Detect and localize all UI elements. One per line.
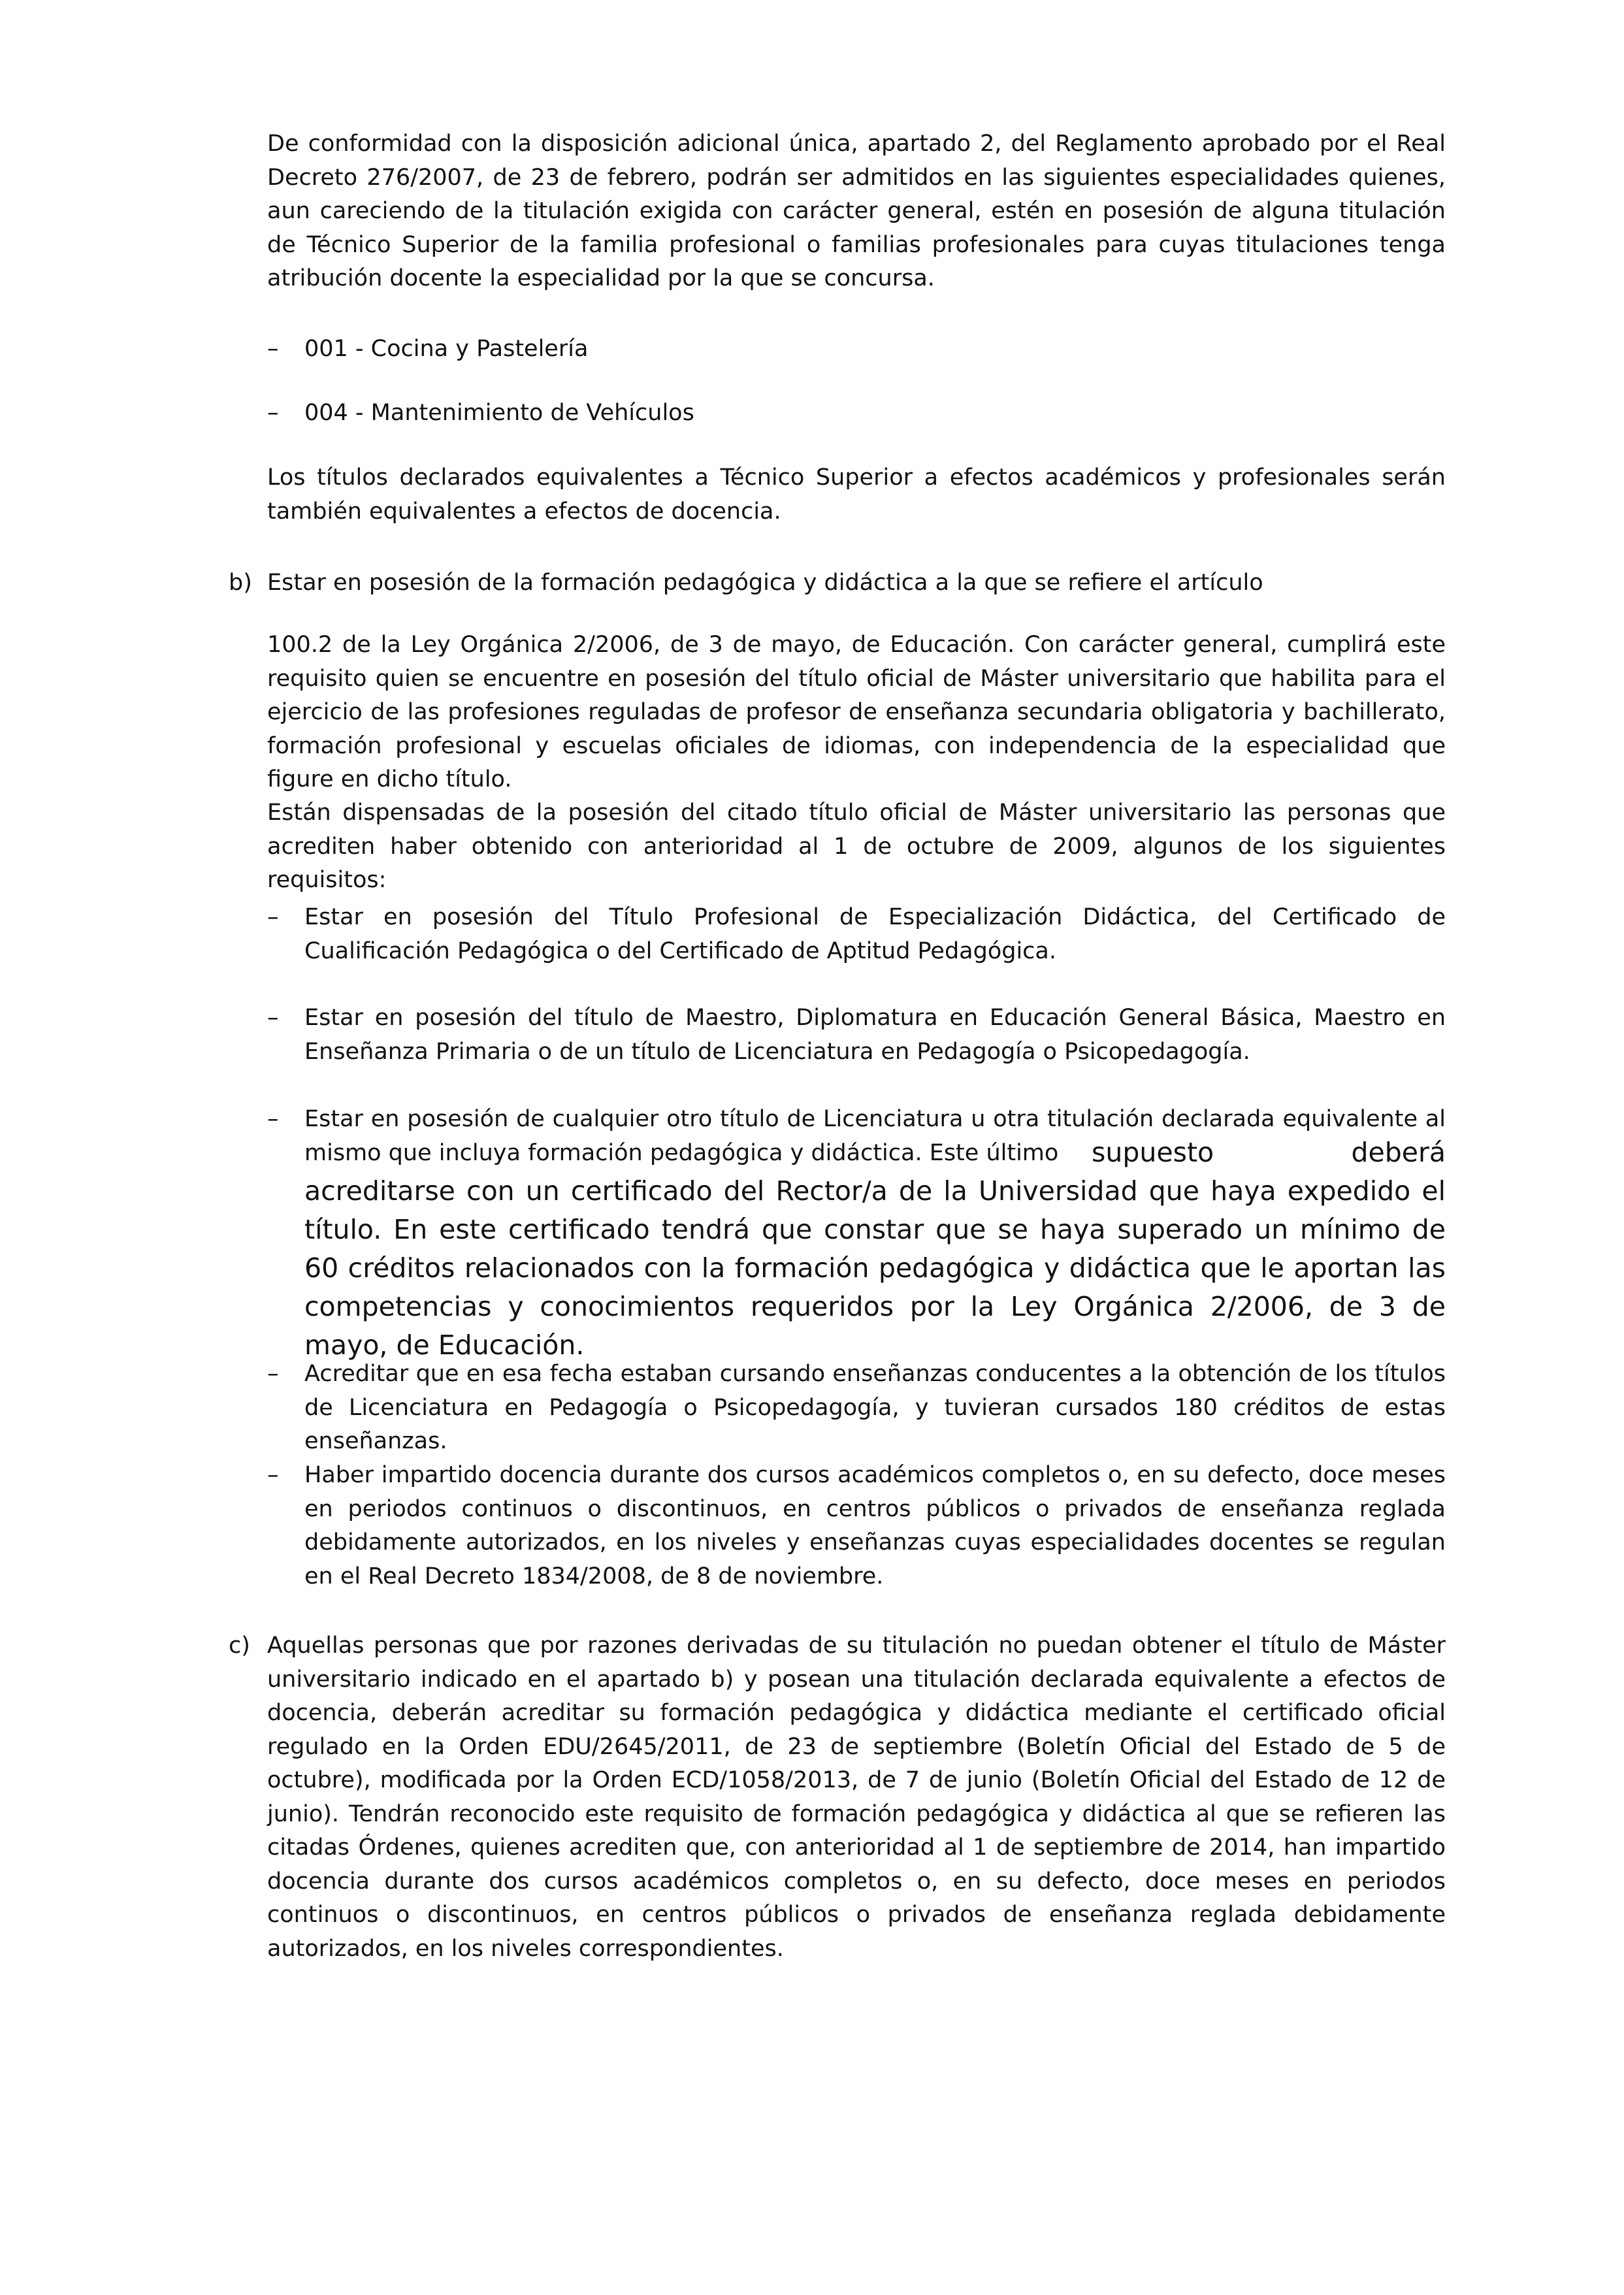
- requirement-item-2: Estar en posesión del título de Maestro, Diplomatura en Educación General Básica, Maestro en Enseñanza Primaria o de un título de Licenciatura en Pedagogía o Psicopedagogía.: [304, 1005, 1446, 1065]
- specialty-item-vehiculos: 004 - Mantenimiento de Vehículos: [304, 400, 694, 426]
- list-dash: –: [267, 1462, 279, 1488]
- list-dash: –: [267, 336, 279, 362]
- section-c-paragraph: Aquellas personas que por razones derivadas de su titulación no puedan obtener el título de Máster universitario indicado en el apartado b) y posean una titulación declarada equivalente a efectos de docencia, deberán acreditar su formación pedagógica y didáctica mediante el certificado oficial regulado en la Orden EDU/2645/2011, de 23 de septiembre (Boletín Oficial del Estado de 5 de octubre), modificada por la Orden ECD/1058/2013, de 7 de junio (Boletín Oficial del Estado de 12 de junio). Tendrán reconocido este requisito de formación pedagógica y didáctica al que se refieren las citadas Órdenes, quienes acrediten que, con anterioridad al 1 de septiembre de 2014, han impartido docencia durante dos cursos académicos completos o, en su defecto, doce meses en periodos continuos o discontinuos, en centros públicos o privados de enseñanza reglada debidamente autorizados, en los niveles correspondientes.: [267, 1633, 1446, 1962]
- requirement-item-4: Acreditar que en esa fecha estaban cursando enseñanzas conducentes a la obtención de los títulos de Licenciatura en Pedagogía o Psicopedagogía, y tuvieran cursados 180 créditos de estas enseñanzas.: [304, 1361, 1446, 1454]
- section-b-label: b): [229, 570, 252, 596]
- section-b-heading: Estar en posesión de la formación pedagógica y didáctica a la que se refiere el artículo: [267, 570, 1263, 596]
- section-c-label: c): [229, 1633, 250, 1659]
- list-dash: –: [267, 904, 279, 930]
- list-dash: –: [267, 1005, 279, 1031]
- requirement-item-3-part-1: Estar en posesión de cualquier otro título de Licenciatura u otra titulación declarada equivalente al mismo que incluya formación pedagógica y didáctica. Este último: [304, 1106, 1446, 1166]
- specialty-item-cocina: 001 - Cocina y Pastelería: [304, 336, 589, 362]
- requirement-item-3-part-2: supuesto deberá acreditarse con un certificado del Rector/a de la Universidad que haya expedido el título. En este certificado tendrá que constar que se haya superado un mínimo de 60 créditos relacionados con la formación pedagógica y didáctica que le aportan las competencias y conocimientos requeridos por la Ley Orgánica 2/2006, de 3 de mayo, de Educación.: [304, 1137, 1446, 1361]
- list-dash: –: [267, 1361, 279, 1387]
- requirement-item-5: Haber impartido docencia durante dos cursos académicos completos o, en su defecto, doce meses en periodos continuos o discontinuos, en centros públicos o privados de enseñanza reglada debidamente autorizados, en los niveles y enseñanzas cuyas especialidades docentes se regulan en el Real Decreto 1834/2008, de 8 de noviembre.: [304, 1462, 1446, 1589]
- intro-paragraph: De conformidad con la disposición adicional única, apartado 2, del Reglamento aprobado por el Real Decreto 276/2007, de 23 de febrero, podrán ser admitidos en las siguientes especialidades quienes, aun careciendo de la titulación exigida con carácter general, estén en posesión de alguna titulación de Técnico Superior de la familia profesional o familias profesionales para cuyas titulaciones tenga atribución docente la especialidad por la que se concursa.: [267, 131, 1446, 291]
- equivalence-paragraph: Los títulos declarados equivalentes a Técnico Superior a efectos académicos y profesionales serán también equivalentes a efectos de docencia.: [267, 464, 1446, 525]
- section-b-paragraph-2: Están dispensadas de la posesión del citado título oficial de Máster universitario las personas que acrediten haber obtenido con anterioridad al 1 de octubre de 2009, algunos de los siguientes requisitos:: [267, 800, 1446, 893]
- section-b-paragraph-1: 100.2 de la Ley Orgánica 2/2006, de 3 de mayo, de Educación. Con carácter general, cumplirá este requisito quien se encuentre en posesión del título oficial de Máster universitario que habilita para el ejercicio de las profesiones reguladas de profesor de enseñanza secundaria obligatoria y bachillerato, formación profesional y escuelas oficiales de idiomas, con independencia de la especialidad que figure en dicho título.: [267, 632, 1446, 792]
- list-dash: –: [267, 400, 279, 426]
- requirement-item-1: Estar en posesión del Título Profesional de Especialización Didáctica, del Certificado de Cualificación Pedagógica o del Certificado de Aptitud Pedagógica.: [304, 904, 1446, 964]
- list-dash: –: [267, 1106, 279, 1132]
